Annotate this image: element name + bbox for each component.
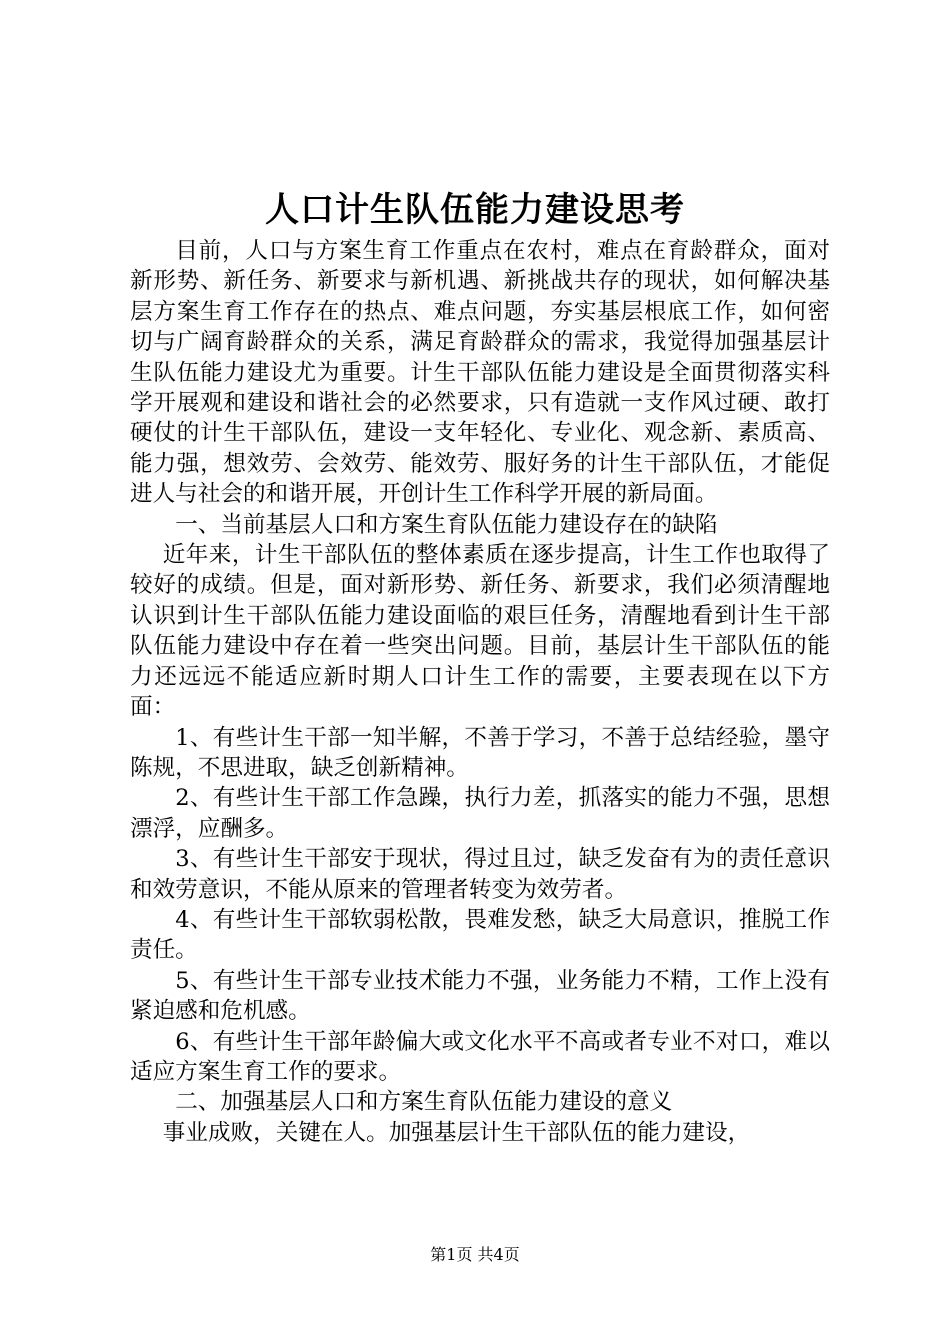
section-heading-2: 二、加强基层人口和方案生育队伍能力建设的意义 xyxy=(175,1089,673,1116)
document-body xyxy=(130,236,830,1148)
page-footer: 第1页 共4页 xyxy=(430,1245,520,1264)
list-item-4: 4、有些计生干部软弱松散，畏难发愁，缺乏大局意识，推脱工作责任。 xyxy=(130,906,830,964)
list-item-3: 3、有些计生干部安于现状，得过且过，缺乏发奋有为的责任意识和效劳意识，不能从原来的管理者转变为效劳者。 xyxy=(130,846,830,903)
list-item-1: 1、有些计生干部一知半解，不善于学习，不善于总结经验，墨守陈规，不思进取，缺乏创新精神。 xyxy=(130,724,830,781)
document-title: 人口计生队伍能力建设思考 xyxy=(265,190,685,230)
list-item-2: 2、有些计生干部工作急躁，执行力差，抓落实的能力不强，思想漂浮，应酬多。 xyxy=(130,785,830,842)
list-item-6: 6、有些计生干部年龄偏大或文化水平不高或者专业不对口，难以适应方案生育工作的要求。 xyxy=(130,1028,830,1085)
paragraph-intro: 目前，人口与方案生育工作重点在农村，难点在育龄群众，面对新形势、新任务、新要求与新机遇、新挑战共存的现状，如何解决基层方案生育工作存在的热点、难点问题，夯实基层根底工作，如何密切与广阔育龄群众的关系，满足育龄群众的需求，我觉得加强基层计生队伍能力建设尤为重要。计生干部队伍能力建设是全面贯彻落实科学开展观和建设和谐社会的必然要求，只有造就一支作风过硬、敢打硬仗的计生干部队伍，建设一支年轻化、专业化、观念新、素质高、能力强，想效劳、会效劳、能效劳、服好务的计生干部队伍，才能促进人与社会的和谐开展，开创计生工作科学开展的新局面。 xyxy=(130,238,830,508)
list-item-5: 5、有些计生干部专业技术能力不强，业务能力不精，工作上没有紧迫感和危机感。 xyxy=(130,967,830,1025)
paragraph-section-2-intro: 事业成败，关键在人。加强基层计生干部队伍的能力建设， xyxy=(162,1119,751,1146)
paragraph-section-1-intro: 近年来，计生干部队伍的整体素质在逐步提高，计生工作也取得了较好的成绩。但是，面对新形势、新任务、新要求，我们必须清醒地认识到计生干部队伍能力建设面临的艰巨任务，清醒地看到计生干部队伍能力建设中存在着一些突出问题。目前，基层计生干部队伍的能力还远远不能适应新时期人口计生工作的需要，主要表现在以下方面： xyxy=(130,542,830,721)
section-heading-1: 一、当前基层人口和方案生育队伍能力建设存在的缺陷 xyxy=(175,511,718,538)
